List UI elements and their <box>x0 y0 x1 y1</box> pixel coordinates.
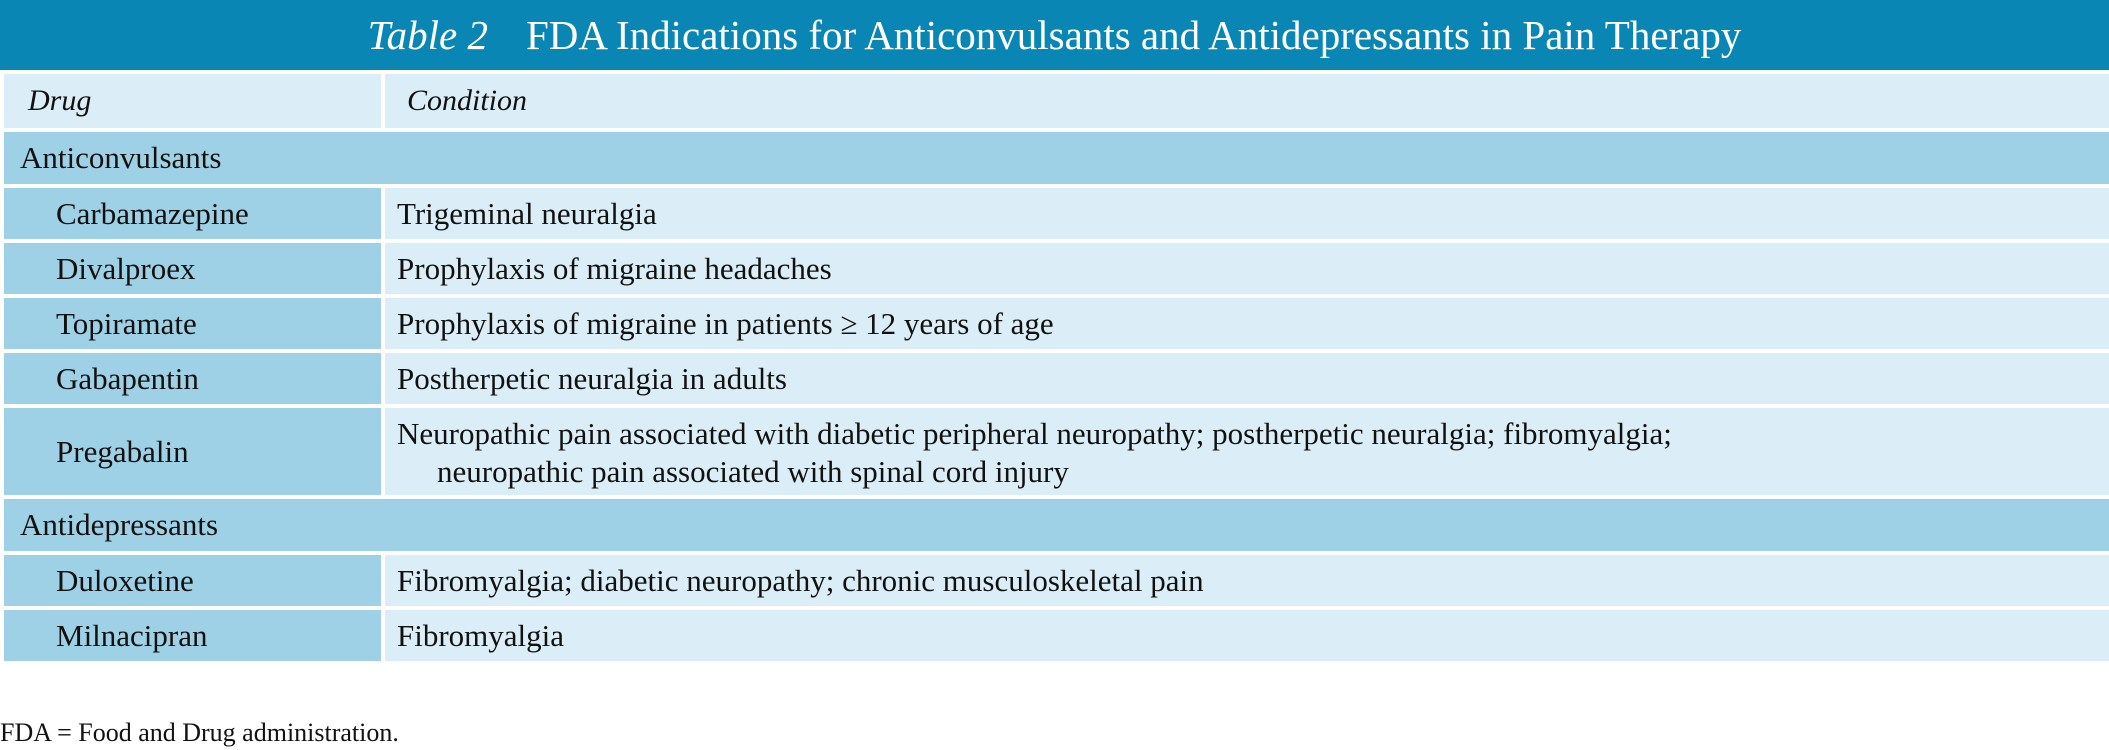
section-row-anticonvulsants <box>2 130 2109 186</box>
table-row <box>2 351 2109 406</box>
condition-cell: Prophylaxis of migraine headaches <box>383 241 2109 296</box>
condition-line-1: Neuropathic pain associated with diabetic peripheral neuropathy; postherpetic neuralgia; fibromyalgia; <box>397 415 1672 451</box>
condition-cell: Trigeminal neuralgia <box>383 186 2109 241</box>
drug-cell: Carbamazepine <box>2 186 383 241</box>
condition-cell: Prophylaxis of migraine in patients ≥ 12 years of age <box>383 296 2109 351</box>
drug-cell: Gabapentin <box>2 351 383 406</box>
condition-line-2: neuropathic pain associated with spinal cord injury <box>437 453 1069 489</box>
table-row <box>2 241 2109 296</box>
drug-cell: Duloxetine <box>2 553 383 608</box>
table-title-text: FDA Indications for Anticonvulsants and Antidepressants in Pain Therapy <box>525 12 1742 58</box>
drug-cell: Topiramate <box>2 296 383 351</box>
section-row-antidepressants <box>2 497 2109 553</box>
table-row <box>2 608 2109 663</box>
table-number: Table 2 <box>367 12 488 58</box>
table-row <box>2 406 2109 497</box>
drug-cell: Pregabalin <box>2 406 383 497</box>
table-row <box>2 186 2109 241</box>
indications-table <box>0 70 2109 665</box>
table-footnote: FDA = Food and Drug administration. <box>0 718 399 747</box>
table-row <box>2 553 2109 608</box>
condition-cell: Fibromyalgia; diabetic neuropathy; chronic musculoskeletal pain <box>383 553 2109 608</box>
condition-cell: Fibromyalgia <box>383 608 2109 663</box>
section-label: Antidepressants <box>2 497 2109 553</box>
header-row <box>2 72 2109 130</box>
column-header-drug: Drug <box>2 72 383 130</box>
table-row <box>2 296 2109 351</box>
table-title <box>0 0 2109 70</box>
condition-cell: Postherpetic neuralgia in adults <box>383 351 2109 406</box>
column-header-condition: Condition <box>383 72 2109 130</box>
drug-cell: Divalproex <box>2 241 383 296</box>
section-label: Anticonvulsants <box>2 130 2109 186</box>
drug-cell: Milnacipran <box>2 608 383 663</box>
condition-cell <box>383 406 2109 497</box>
